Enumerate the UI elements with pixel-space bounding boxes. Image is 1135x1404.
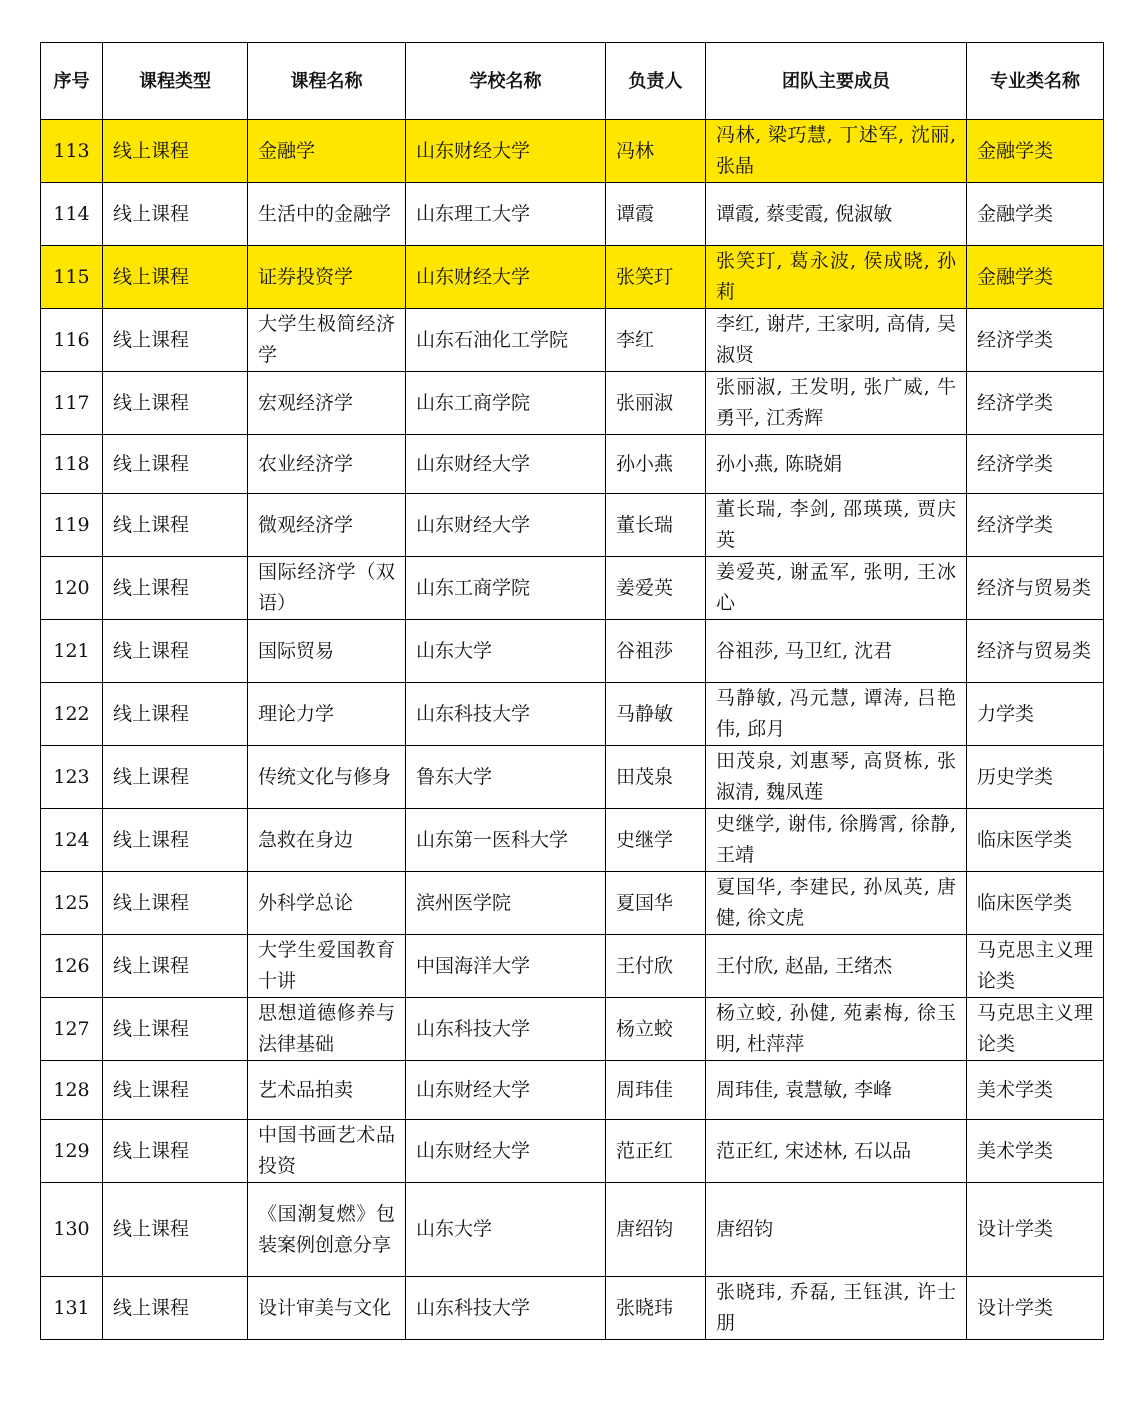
table-row xyxy=(41,683,1104,746)
cell-no: 116 xyxy=(41,309,103,372)
cell-school: 中国海洋大学 xyxy=(406,935,606,998)
header-school: 学校名称 xyxy=(406,43,606,120)
cell-team: 唐绍钧 xyxy=(706,1183,967,1277)
cell-type: 线上课程 xyxy=(103,620,248,683)
header-row xyxy=(41,43,1104,120)
cell-category: 美术学类 xyxy=(967,1061,1104,1120)
cell-school: 山东财经大学 xyxy=(406,120,606,183)
table-row xyxy=(41,494,1104,557)
cell-category: 设计学类 xyxy=(967,1183,1104,1277)
cell-school: 山东财经大学 xyxy=(406,435,606,494)
cell-no: 118 xyxy=(41,435,103,494)
cell-category: 美术学类 xyxy=(967,1120,1104,1183)
cell-school: 山东理工大学 xyxy=(406,183,606,246)
cell-team: 董长瑞, 李剑, 邵瑛瑛, 贾庆英 xyxy=(706,494,967,557)
cell-category: 经济与贸易类 xyxy=(967,620,1104,683)
cell-course: 外科学总论 xyxy=(248,872,406,935)
cell-no: 127 xyxy=(41,998,103,1061)
cell-school: 山东大学 xyxy=(406,1183,606,1277)
cell-course: 国际经济学（双语） xyxy=(248,557,406,620)
cell-team: 谭霞, 蔡雯霞, 倪淑敏 xyxy=(706,183,967,246)
cell-school: 山东科技大学 xyxy=(406,998,606,1061)
cell-school: 山东大学 xyxy=(406,620,606,683)
cell-lead: 夏国华 xyxy=(606,872,706,935)
cell-no: 115 xyxy=(41,246,103,309)
cell-lead: 李红 xyxy=(606,309,706,372)
header-team: 团队主要成员 xyxy=(706,43,967,120)
cell-no: 124 xyxy=(41,809,103,872)
cell-lead: 张笑玎 xyxy=(606,246,706,309)
cell-lead: 孙小燕 xyxy=(606,435,706,494)
table-body xyxy=(41,120,1104,1340)
cell-no: 131 xyxy=(41,1277,103,1340)
cell-team: 姜爱英, 谢孟军, 张明, 王冰心 xyxy=(706,557,967,620)
cell-type: 线上课程 xyxy=(103,872,248,935)
cell-team: 周玮佳, 袁慧敏, 李峰 xyxy=(706,1061,967,1120)
cell-no: 125 xyxy=(41,872,103,935)
cell-course: 思想道德修养与法律基础 xyxy=(248,998,406,1061)
cell-category: 马克思主义理论类 xyxy=(967,998,1104,1061)
cell-lead: 王付欣 xyxy=(606,935,706,998)
cell-team: 张笑玎, 葛永波, 侯成晓, 孙莉 xyxy=(706,246,967,309)
cell-category: 金融学类 xyxy=(967,246,1104,309)
header-category: 专业类名称 xyxy=(967,43,1104,120)
cell-school: 山东工商学院 xyxy=(406,372,606,435)
cell-course: 《国潮复燃》包装案例创意分享 xyxy=(248,1183,406,1277)
cell-course: 理论力学 xyxy=(248,683,406,746)
cell-school: 山东财经大学 xyxy=(406,1061,606,1120)
table-row xyxy=(41,998,1104,1061)
cell-type: 线上课程 xyxy=(103,1183,248,1277)
cell-team: 杨立蛟, 孙健, 苑素梅, 徐玉明, 杜萍萍 xyxy=(706,998,967,1061)
cell-team: 谷祖莎, 马卫红, 沈君 xyxy=(706,620,967,683)
cell-course: 国际贸易 xyxy=(248,620,406,683)
cell-lead: 董长瑞 xyxy=(606,494,706,557)
cell-category: 力学类 xyxy=(967,683,1104,746)
cell-lead: 杨立蛟 xyxy=(606,998,706,1061)
cell-no: 119 xyxy=(41,494,103,557)
cell-team: 夏国华, 李建民, 孙凤英, 唐健, 徐文虎 xyxy=(706,872,967,935)
cell-category: 金融学类 xyxy=(967,120,1104,183)
table-row xyxy=(41,620,1104,683)
table-row xyxy=(41,935,1104,998)
cell-lead: 冯林 xyxy=(606,120,706,183)
cell-type: 线上课程 xyxy=(103,809,248,872)
cell-team: 王付欣, 赵晶, 王绪杰 xyxy=(706,935,967,998)
cell-lead: 唐绍钧 xyxy=(606,1183,706,1277)
cell-type: 线上课程 xyxy=(103,935,248,998)
cell-course: 中国书画艺术品投资 xyxy=(248,1120,406,1183)
table-row xyxy=(41,746,1104,809)
table-row xyxy=(41,557,1104,620)
table-row xyxy=(41,120,1104,183)
cell-type: 线上课程 xyxy=(103,746,248,809)
cell-category: 经济学类 xyxy=(967,309,1104,372)
cell-lead: 谭霞 xyxy=(606,183,706,246)
cell-category: 马克思主义理论类 xyxy=(967,935,1104,998)
cell-type: 线上课程 xyxy=(103,998,248,1061)
cell-lead: 史继学 xyxy=(606,809,706,872)
table-row xyxy=(41,309,1104,372)
cell-school: 山东财经大学 xyxy=(406,246,606,309)
table-row xyxy=(41,809,1104,872)
cell-school: 山东工商学院 xyxy=(406,557,606,620)
table-row xyxy=(41,183,1104,246)
cell-school: 山东第一医科大学 xyxy=(406,809,606,872)
table-row xyxy=(41,246,1104,309)
cell-type: 线上课程 xyxy=(103,494,248,557)
cell-no: 122 xyxy=(41,683,103,746)
cell-school: 山东财经大学 xyxy=(406,1120,606,1183)
cell-type: 线上课程 xyxy=(103,435,248,494)
cell-lead: 田茂泉 xyxy=(606,746,706,809)
cell-course: 生活中的金融学 xyxy=(248,183,406,246)
cell-team: 冯林, 梁巧慧, 丁述军, 沈丽, 张晶 xyxy=(706,120,967,183)
table-row xyxy=(41,1120,1104,1183)
cell-school: 山东科技大学 xyxy=(406,683,606,746)
table-row xyxy=(41,872,1104,935)
cell-school: 滨州医学院 xyxy=(406,872,606,935)
header-course: 课程名称 xyxy=(248,43,406,120)
cell-team: 李红, 谢芹, 王家明, 高倩, 吴淑贤 xyxy=(706,309,967,372)
cell-type: 线上课程 xyxy=(103,183,248,246)
table-row xyxy=(41,1183,1104,1277)
cell-team: 张丽淑, 王发明, 张广威, 牛勇平, 江秀辉 xyxy=(706,372,967,435)
cell-type: 线上课程 xyxy=(103,683,248,746)
cell-lead: 姜爱英 xyxy=(606,557,706,620)
cell-category: 经济学类 xyxy=(967,435,1104,494)
cell-category: 经济学类 xyxy=(967,372,1104,435)
header-type: 课程类型 xyxy=(103,43,248,120)
cell-team: 范正红, 宋述林, 石以品 xyxy=(706,1120,967,1183)
cell-school: 山东石油化工学院 xyxy=(406,309,606,372)
cell-team: 张晓玮, 乔磊, 王钰淇, 许士朋 xyxy=(706,1277,967,1340)
cell-team: 孙小燕, 陈晓娟 xyxy=(706,435,967,494)
cell-course: 大学生极简经济学 xyxy=(248,309,406,372)
cell-type: 线上课程 xyxy=(103,1061,248,1120)
cell-lead: 谷祖莎 xyxy=(606,620,706,683)
cell-lead: 范正红 xyxy=(606,1120,706,1183)
cell-no: 123 xyxy=(41,746,103,809)
cell-category: 经济学类 xyxy=(967,494,1104,557)
cell-no: 129 xyxy=(41,1120,103,1183)
cell-type: 线上课程 xyxy=(103,1120,248,1183)
cell-team: 田茂泉, 刘惠琴, 高贤栋, 张淑清, 魏凤莲 xyxy=(706,746,967,809)
cell-no: 117 xyxy=(41,372,103,435)
cell-no: 130 xyxy=(41,1183,103,1277)
cell-lead: 马静敏 xyxy=(606,683,706,746)
cell-course: 急救在身边 xyxy=(248,809,406,872)
cell-course: 农业经济学 xyxy=(248,435,406,494)
cell-lead: 张晓玮 xyxy=(606,1277,706,1340)
cell-course: 金融学 xyxy=(248,120,406,183)
cell-category: 设计学类 xyxy=(967,1277,1104,1340)
header-lead: 负责人 xyxy=(606,43,706,120)
cell-category: 历史学类 xyxy=(967,746,1104,809)
cell-no: 126 xyxy=(41,935,103,998)
cell-category: 经济与贸易类 xyxy=(967,557,1104,620)
cell-lead: 周玮佳 xyxy=(606,1061,706,1120)
table-row xyxy=(41,372,1104,435)
cell-course: 传统文化与修身 xyxy=(248,746,406,809)
table-row xyxy=(41,435,1104,494)
cell-course: 设计审美与文化 xyxy=(248,1277,406,1340)
cell-type: 线上课程 xyxy=(103,246,248,309)
cell-no: 121 xyxy=(41,620,103,683)
cell-category: 临床医学类 xyxy=(967,809,1104,872)
cell-course: 证券投资学 xyxy=(248,246,406,309)
cell-type: 线上课程 xyxy=(103,557,248,620)
cell-course: 大学生爱国教育十讲 xyxy=(248,935,406,998)
cell-type: 线上课程 xyxy=(103,309,248,372)
cell-team: 史继学, 谢伟, 徐腾霄, 徐静, 王靖 xyxy=(706,809,967,872)
cell-no: 120 xyxy=(41,557,103,620)
cell-no: 113 xyxy=(41,120,103,183)
cell-type: 线上课程 xyxy=(103,372,248,435)
cell-course: 宏观经济学 xyxy=(248,372,406,435)
cell-school: 山东财经大学 xyxy=(406,494,606,557)
cell-type: 线上课程 xyxy=(103,120,248,183)
cell-school: 鲁东大学 xyxy=(406,746,606,809)
cell-no: 114 xyxy=(41,183,103,246)
cell-team: 马静敏, 冯元慧, 谭涛, 吕艳伟, 邱月 xyxy=(706,683,967,746)
table-row xyxy=(41,1061,1104,1120)
cell-category: 金融学类 xyxy=(967,183,1104,246)
course-table xyxy=(40,42,1104,1340)
header-no: 序号 xyxy=(41,43,103,120)
cell-category: 临床医学类 xyxy=(967,872,1104,935)
cell-course: 微观经济学 xyxy=(248,494,406,557)
cell-lead: 张丽淑 xyxy=(606,372,706,435)
cell-school: 山东科技大学 xyxy=(406,1277,606,1340)
table-row xyxy=(41,1277,1104,1340)
cell-no: 128 xyxy=(41,1061,103,1120)
cell-type: 线上课程 xyxy=(103,1277,248,1340)
cell-course: 艺术品拍卖 xyxy=(248,1061,406,1120)
